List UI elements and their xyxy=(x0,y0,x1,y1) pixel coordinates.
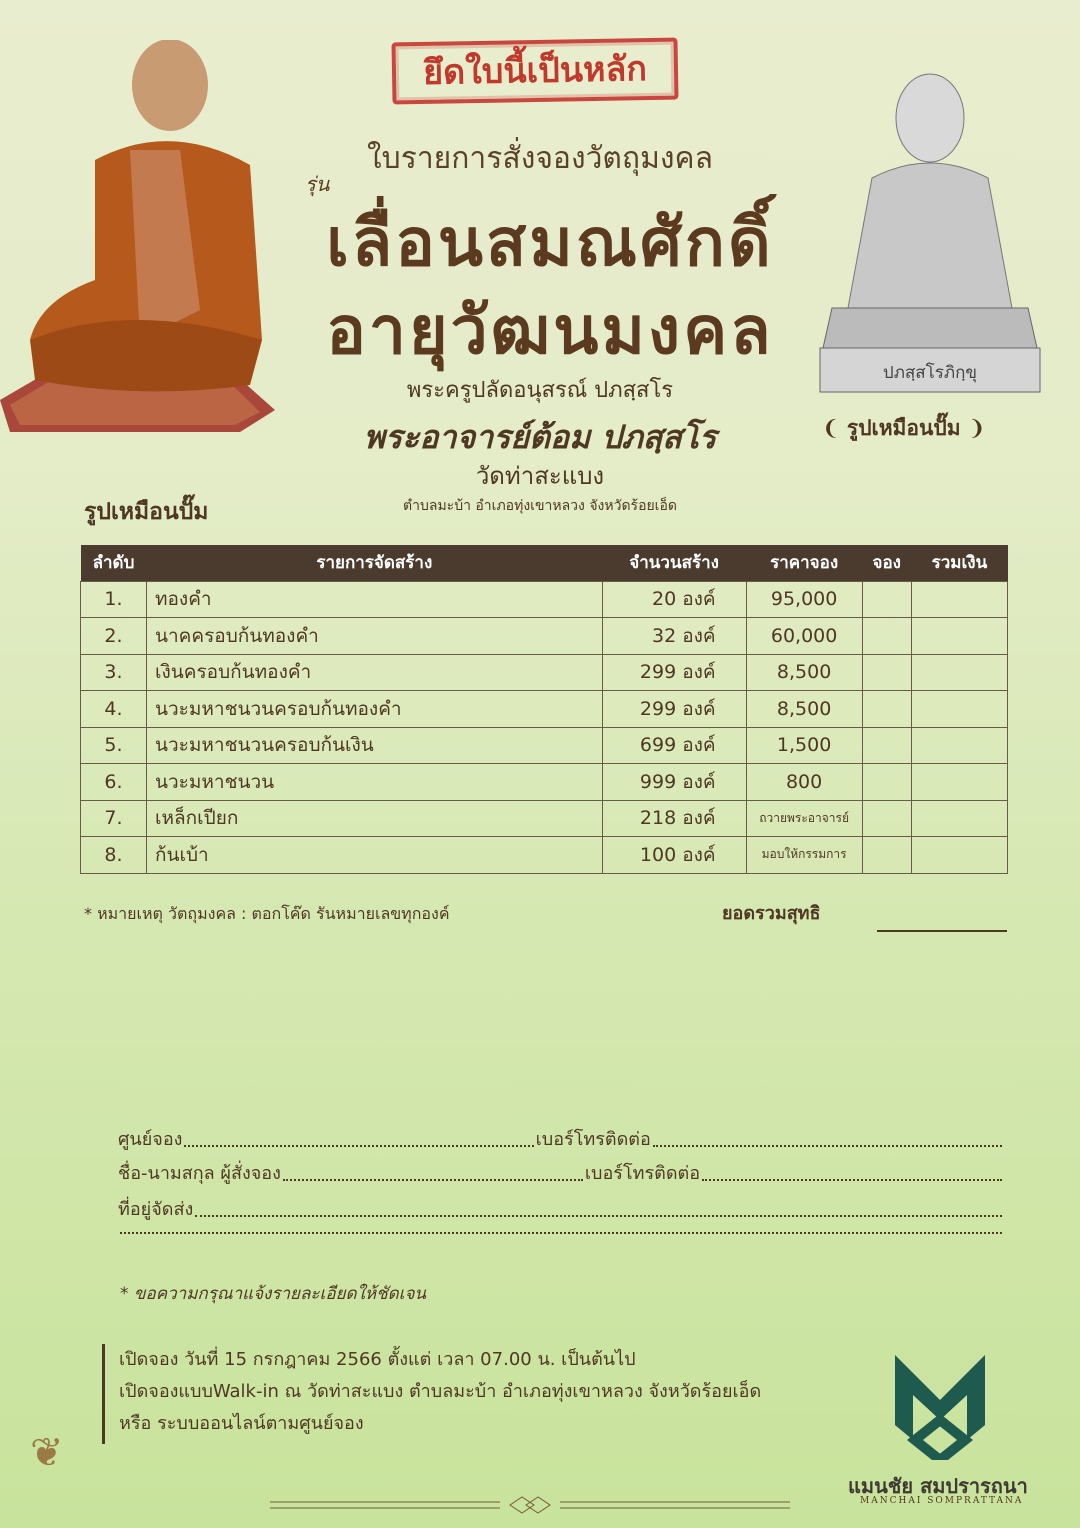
row-order-cell[interactable] xyxy=(862,727,911,764)
monk-name: พระอาจารย์ต้อม ปภสฺสโร xyxy=(363,418,717,456)
form-row-center xyxy=(118,1124,1004,1153)
row-order-cell[interactable] xyxy=(862,654,911,691)
row-qty: 999 องค์ xyxy=(602,764,746,801)
row-no: 3. xyxy=(81,654,147,691)
address-field-2[interactable] xyxy=(120,1232,1002,1234)
row-total-cell[interactable] xyxy=(911,837,1007,874)
table-row xyxy=(81,581,1008,618)
logo-subtitle: MANCHAI SOMPRATTANA xyxy=(860,1496,1024,1506)
row-item: เหล็กเปียก xyxy=(147,800,603,837)
amulet-image xyxy=(812,58,1048,403)
name-field[interactable] xyxy=(283,1158,583,1181)
row-price: 60,000 xyxy=(746,618,862,655)
row-qty: 299 องค์ xyxy=(602,691,746,728)
address-label: ที่อยู่จัดส่ง xyxy=(118,1199,194,1220)
row-order-cell[interactable] xyxy=(862,618,911,655)
table-header xyxy=(81,545,1008,581)
row-qty: 100 องค์ xyxy=(602,837,746,874)
row-price: 95,000 xyxy=(746,581,862,618)
phone-label: เบอร์โทรติดต่อ xyxy=(535,1129,651,1150)
row-no: 6. xyxy=(81,764,147,801)
row-price: 800 xyxy=(746,764,862,801)
form-row-name xyxy=(118,1158,1004,1187)
row-price: ถวายพระอาจารย์ xyxy=(746,800,862,837)
section-label: รูปเหมือนปั๊ม xyxy=(84,499,209,525)
row-qty: 32 องค์ xyxy=(602,618,746,655)
row-no: 5. xyxy=(81,727,147,764)
row-total-cell[interactable] xyxy=(911,691,1007,728)
note: * หมายเหตุ วัตถุมงคล : ตอกโค๊ด รันหมายเลขทุกองค์ xyxy=(84,904,450,923)
net-total-label: ยอดรวมสุทธิ xyxy=(722,903,821,924)
open-line: เปิดจอง วันที่ 15 กรกฎาคม 2566 ตั้งแต่ เวลา 07.00 น. เป็นต้นไป xyxy=(119,1349,636,1370)
row-qty: 699 องค์ xyxy=(602,727,746,764)
open-line: เปิดจองแบบWalk-in ณ วัดท่าสะแบง ตำบลมะบ้า อำเภอทุ่งเขาหลวง จังหวัดร้อยเอ็ด xyxy=(119,1381,762,1402)
row-no: 7. xyxy=(81,800,147,837)
row-price: มอบให้กรรมการ xyxy=(746,837,862,874)
row-total-cell[interactable] xyxy=(911,581,1007,618)
order-table xyxy=(80,545,1008,874)
row-price: 1,500 xyxy=(746,727,862,764)
row-order-cell[interactable] xyxy=(862,800,911,837)
table-row xyxy=(81,654,1008,691)
col-total: รวมเงิน xyxy=(911,545,1007,581)
row-total-cell[interactable] xyxy=(911,764,1007,801)
logo-mark xyxy=(895,1355,985,1460)
row-item: นวะมหาชนวนครอบก้นเงิน xyxy=(147,727,603,764)
row-total-cell[interactable] xyxy=(911,654,1007,691)
col-no: ลำดับ xyxy=(81,545,147,581)
table-row xyxy=(81,837,1008,874)
corner-ornament-icon: ❦ xyxy=(30,1430,64,1476)
col-qty: จำนวนสร้าง xyxy=(602,545,746,581)
monk-photo xyxy=(0,40,275,435)
name-label: ชื่อ-นามสกุล ผู้สั่งจอง xyxy=(118,1163,281,1184)
form-row-address-2 xyxy=(118,1232,1004,1240)
row-qty: 218 องค์ xyxy=(602,800,746,837)
row-total-cell[interactable] xyxy=(911,618,1007,655)
row-no: 8. xyxy=(81,837,147,874)
title-line1: เลื่อนสมณศักดิ์ xyxy=(326,203,774,281)
row-total-cell[interactable] xyxy=(911,727,1007,764)
opening-info xyxy=(102,1344,761,1444)
row-item: ก้นเบ้า xyxy=(147,837,603,874)
form-row-address xyxy=(118,1194,1004,1223)
title-line2: อายุวัฒนมงคล xyxy=(326,291,774,369)
table-row xyxy=(81,691,1008,728)
row-item: นาคครอบก้นทองคำ xyxy=(147,618,603,655)
row-order-cell[interactable] xyxy=(862,837,911,874)
col-order: จอง xyxy=(862,545,911,581)
row-item: นวะมหาชนวนครอบก้นทองคำ xyxy=(147,691,603,728)
table-row xyxy=(81,800,1008,837)
phone-field[interactable] xyxy=(653,1124,1002,1147)
row-no: 1. xyxy=(81,581,147,618)
row-item: ทองคำ xyxy=(147,581,603,618)
heading: ใบรายการสั่งจองวัตถุมงคล xyxy=(367,141,713,176)
series-prefix: รุ่น xyxy=(305,172,330,196)
net-total-field[interactable] xyxy=(877,930,1007,932)
stamp: ยึดใบนี้เป็นหลัก xyxy=(391,38,678,105)
row-no: 2. xyxy=(81,618,147,655)
hint: * ขอความกรุณาแจ้งรายละเอียดให้ชัดเจน xyxy=(120,1284,427,1304)
monk-title: พระครูปลัดอนุสรณ์ ปภสฺสโร xyxy=(406,378,674,403)
table-row xyxy=(81,764,1008,801)
amulet-base-text: ปภสฺสโรภิกฺขุ xyxy=(882,363,978,383)
logo-name: แมนชัย สมปรารถนา xyxy=(848,1474,1028,1498)
temple: วัดท่าสะแบง xyxy=(475,462,605,490)
row-item: เงินครอบก้นทองคำ xyxy=(147,654,603,691)
ornament-divider xyxy=(260,1496,800,1516)
row-price: 8,500 xyxy=(746,654,862,691)
col-item: รายการจัดสร้าง xyxy=(147,545,603,581)
row-order-cell[interactable] xyxy=(862,691,911,728)
phone-field-2[interactable] xyxy=(702,1158,1002,1181)
phone-label-2: เบอร์โทรติดต่อ xyxy=(584,1163,701,1184)
address-field[interactable] xyxy=(195,1194,1002,1217)
row-order-cell[interactable] xyxy=(862,581,911,618)
amulet-caption: ❨ รูปเหมือนปั๊ม ❩ xyxy=(822,416,986,440)
open-line: หรือ ระบบออนไลน์ตามศูนย์จอง xyxy=(119,1413,364,1434)
row-order-cell[interactable] xyxy=(862,764,911,801)
row-qty: 20 องค์ xyxy=(602,581,746,618)
table-row xyxy=(81,727,1008,764)
address: ตำบลมะบ้า อำเภอทุ่งเขาหลวง จังหวัดร้อยเอ็ด xyxy=(403,498,677,514)
col-price: ราคาจอง xyxy=(746,545,862,581)
row-qty: 299 องค์ xyxy=(602,654,746,691)
row-total-cell[interactable] xyxy=(911,800,1007,837)
row-no: 4. xyxy=(81,691,147,728)
center-field[interactable] xyxy=(184,1124,533,1147)
center-label: ศูนย์จอง xyxy=(118,1129,183,1150)
amulet-caption-text: รูปเหมือนปั๊ม xyxy=(846,416,961,440)
table-row xyxy=(81,618,1008,655)
row-price: 8,500 xyxy=(746,691,862,728)
row-item: นวะมหาชนวน xyxy=(147,764,603,801)
